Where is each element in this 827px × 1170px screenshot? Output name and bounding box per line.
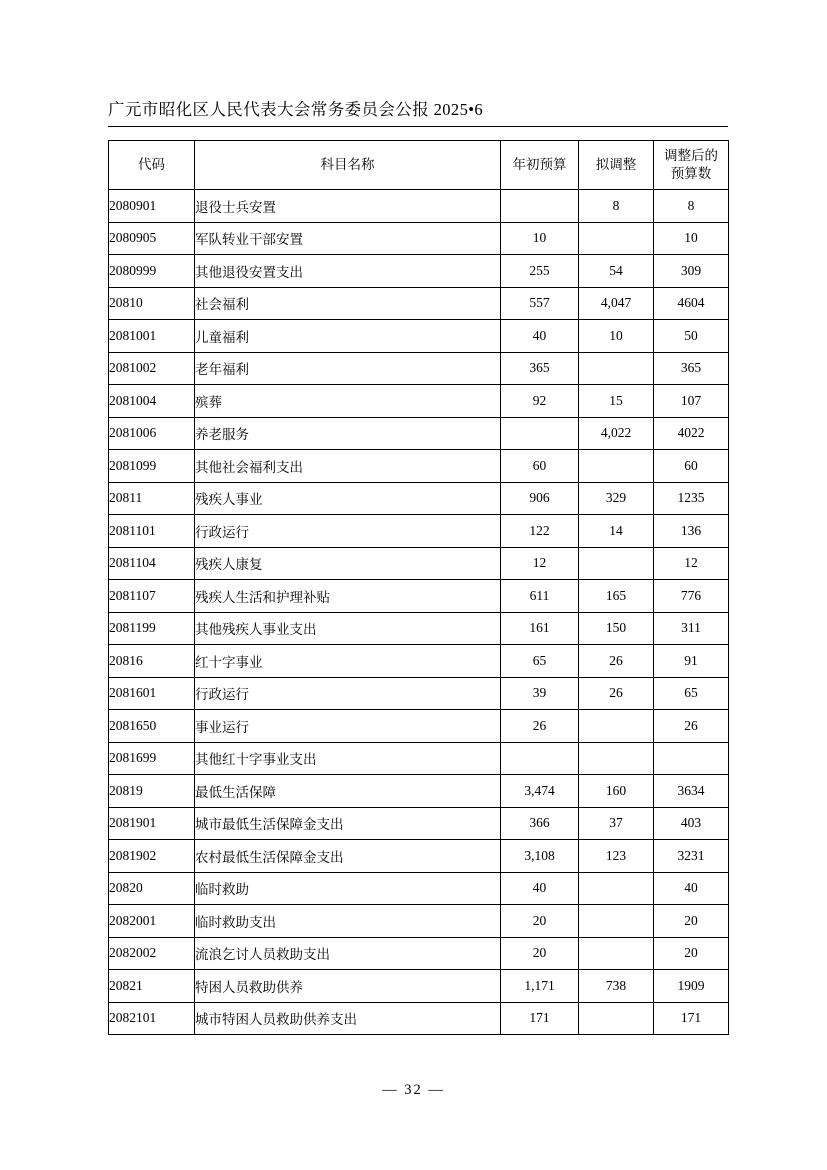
column-header-initial-budget: 年初预算 xyxy=(501,141,579,190)
cell-adjusted-budget: 60 xyxy=(654,450,729,483)
cell-initial-budget: 557 xyxy=(501,287,579,320)
cell-name: 退役士兵安置 xyxy=(195,190,501,223)
page-number: — 32 — xyxy=(382,1082,445,1098)
cell-initial-budget: 10 xyxy=(501,222,579,255)
cell-code: 2081002 xyxy=(109,352,195,385)
cell-initial-budget xyxy=(501,417,579,450)
table-row xyxy=(109,547,729,580)
table-row xyxy=(109,287,729,320)
cell-proposed-adjustment: 165 xyxy=(579,580,654,613)
cell-adjusted-budget: 776 xyxy=(654,580,729,613)
table-row xyxy=(109,515,729,548)
cell-code: 2080905 xyxy=(109,222,195,255)
cell-adjusted-budget xyxy=(654,742,729,775)
table-header-row xyxy=(109,141,729,190)
budget-table xyxy=(108,140,729,1035)
cell-proposed-adjustment: 15 xyxy=(579,385,654,418)
table-row xyxy=(109,222,729,255)
cell-name: 养老服务 xyxy=(195,417,501,450)
cell-adjusted-budget: 10 xyxy=(654,222,729,255)
header-divider xyxy=(108,126,728,127)
cell-adjusted-budget: 309 xyxy=(654,255,729,288)
table-body xyxy=(109,190,729,1035)
cell-proposed-adjustment xyxy=(579,710,654,743)
cell-initial-budget: 365 xyxy=(501,352,579,385)
table-row xyxy=(109,482,729,515)
table-row xyxy=(109,385,729,418)
cell-adjusted-budget: 3231 xyxy=(654,840,729,873)
cell-code: 2081099 xyxy=(109,450,195,483)
cell-adjusted-budget: 8 xyxy=(654,190,729,223)
table-row xyxy=(109,450,729,483)
table-row xyxy=(109,645,729,678)
cell-proposed-adjustment xyxy=(579,450,654,483)
cell-name: 临时救助 xyxy=(195,872,501,905)
cell-adjusted-budget: 136 xyxy=(654,515,729,548)
cell-code: 2081104 xyxy=(109,547,195,580)
cell-name: 其他退役安置支出 xyxy=(195,255,501,288)
cell-proposed-adjustment xyxy=(579,742,654,775)
cell-adjusted-budget: 50 xyxy=(654,320,729,353)
cell-code: 2081101 xyxy=(109,515,195,548)
cell-code: 2081004 xyxy=(109,385,195,418)
cell-adjusted-budget: 4604 xyxy=(654,287,729,320)
cell-initial-budget: 366 xyxy=(501,807,579,840)
cell-name: 其他社会福利支出 xyxy=(195,450,501,483)
cell-code: 2081006 xyxy=(109,417,195,450)
cell-code: 2081902 xyxy=(109,840,195,873)
cell-code: 20820 xyxy=(109,872,195,905)
cell-name: 老年福利 xyxy=(195,352,501,385)
cell-adjusted-budget: 311 xyxy=(654,612,729,645)
cell-proposed-adjustment: 8 xyxy=(579,190,654,223)
column-header-adjusted-budget-line1: 调整后的 xyxy=(664,148,718,164)
cell-proposed-adjustment: 738 xyxy=(579,970,654,1003)
cell-adjusted-budget: 20 xyxy=(654,937,729,970)
cell-name: 殡葬 xyxy=(195,385,501,418)
table-row xyxy=(109,840,729,873)
cell-proposed-adjustment: 26 xyxy=(579,645,654,678)
cell-name: 城市特困人员救助供养支出 xyxy=(195,1002,501,1035)
cell-proposed-adjustment: 54 xyxy=(579,255,654,288)
cell-name: 事业运行 xyxy=(195,710,501,743)
column-header-adjusted-budget-line2: 预算数 xyxy=(670,166,712,181)
cell-name: 城市最低生活保障金支出 xyxy=(195,807,501,840)
cell-initial-budget: 122 xyxy=(501,515,579,548)
cell-code: 2081650 xyxy=(109,710,195,743)
table-row xyxy=(109,970,729,1003)
cell-proposed-adjustment: 160 xyxy=(579,775,654,808)
cell-initial-budget xyxy=(501,190,579,223)
cell-proposed-adjustment xyxy=(579,937,654,970)
cell-code: 2081199 xyxy=(109,612,195,645)
cell-proposed-adjustment: 14 xyxy=(579,515,654,548)
cell-proposed-adjustment: 10 xyxy=(579,320,654,353)
cell-code: 2082002 xyxy=(109,937,195,970)
cell-initial-budget: 65 xyxy=(501,645,579,678)
cell-proposed-adjustment: 37 xyxy=(579,807,654,840)
cell-initial-budget: 40 xyxy=(501,320,579,353)
cell-adjusted-budget: 12 xyxy=(654,547,729,580)
cell-initial-budget: 40 xyxy=(501,872,579,905)
cell-proposed-adjustment: 4,022 xyxy=(579,417,654,450)
cell-proposed-adjustment: 329 xyxy=(579,482,654,515)
table-row xyxy=(109,255,729,288)
column-header-code: 代码 xyxy=(109,141,195,190)
cell-proposed-adjustment xyxy=(579,905,654,938)
cell-adjusted-budget: 3634 xyxy=(654,775,729,808)
cell-name: 最低生活保障 xyxy=(195,775,501,808)
cell-code: 2080901 xyxy=(109,190,195,223)
cell-initial-budget: 39 xyxy=(501,677,579,710)
cell-proposed-adjustment: 4,047 xyxy=(579,287,654,320)
cell-proposed-adjustment xyxy=(579,1002,654,1035)
cell-name: 红十字事业 xyxy=(195,645,501,678)
cell-adjusted-budget: 1909 xyxy=(654,970,729,1003)
cell-proposed-adjustment xyxy=(579,872,654,905)
page-footer xyxy=(0,1082,827,1099)
cell-name: 儿童福利 xyxy=(195,320,501,353)
cell-code: 20811 xyxy=(109,482,195,515)
cell-proposed-adjustment: 123 xyxy=(579,840,654,873)
cell-proposed-adjustment: 26 xyxy=(579,677,654,710)
cell-name: 流浪乞讨人员救助支出 xyxy=(195,937,501,970)
table-row xyxy=(109,775,729,808)
cell-adjusted-budget: 4022 xyxy=(654,417,729,450)
cell-adjusted-budget: 91 xyxy=(654,645,729,678)
table-row xyxy=(109,937,729,970)
cell-adjusted-budget: 26 xyxy=(654,710,729,743)
cell-code: 2081001 xyxy=(109,320,195,353)
cell-adjusted-budget: 65 xyxy=(654,677,729,710)
cell-initial-budget: 26 xyxy=(501,710,579,743)
cell-initial-budget: 1,171 xyxy=(501,970,579,1003)
cell-proposed-adjustment xyxy=(579,547,654,580)
cell-adjusted-budget: 40 xyxy=(654,872,729,905)
cell-initial-budget: 12 xyxy=(501,547,579,580)
cell-adjusted-budget: 1235 xyxy=(654,482,729,515)
cell-proposed-adjustment xyxy=(579,352,654,385)
cell-initial-budget: 3,108 xyxy=(501,840,579,873)
table-row xyxy=(109,807,729,840)
cell-initial-budget: 906 xyxy=(501,482,579,515)
cell-name: 军队转业干部安置 xyxy=(195,222,501,255)
table-row xyxy=(109,190,729,223)
table-row xyxy=(109,710,729,743)
cell-initial-budget: 171 xyxy=(501,1002,579,1035)
cell-initial-budget: 161 xyxy=(501,612,579,645)
cell-code: 20810 xyxy=(109,287,195,320)
cell-name: 农村最低生活保障金支出 xyxy=(195,840,501,873)
cell-code: 2082001 xyxy=(109,905,195,938)
cell-code: 20821 xyxy=(109,970,195,1003)
cell-initial-budget: 255 xyxy=(501,255,579,288)
cell-proposed-adjustment: 150 xyxy=(579,612,654,645)
cell-initial-budget: 92 xyxy=(501,385,579,418)
table-row xyxy=(109,1002,729,1035)
cell-name: 社会福利 xyxy=(195,287,501,320)
cell-name: 特困人员救助供养 xyxy=(195,970,501,1003)
cell-name: 其他红十字事业支出 xyxy=(195,742,501,775)
cell-initial-budget: 611 xyxy=(501,580,579,613)
cell-initial-budget: 3,474 xyxy=(501,775,579,808)
cell-adjusted-budget: 365 xyxy=(654,352,729,385)
table-row xyxy=(109,872,729,905)
cell-initial-budget: 60 xyxy=(501,450,579,483)
cell-proposed-adjustment xyxy=(579,222,654,255)
cell-code: 2082101 xyxy=(109,1002,195,1035)
cell-code: 20819 xyxy=(109,775,195,808)
cell-name: 残疾人康复 xyxy=(195,547,501,580)
cell-code: 2081601 xyxy=(109,677,195,710)
cell-name: 其他残疾人事业支出 xyxy=(195,612,501,645)
cell-initial-budget xyxy=(501,742,579,775)
cell-name: 临时救助支出 xyxy=(195,905,501,938)
cell-code: 2081699 xyxy=(109,742,195,775)
cell-adjusted-budget: 403 xyxy=(654,807,729,840)
table-row xyxy=(109,612,729,645)
cell-adjusted-budget: 171 xyxy=(654,1002,729,1035)
page-header: 广元市昭化区人民代表大会常务委员会公报 2025•6 xyxy=(108,100,484,119)
cell-initial-budget: 20 xyxy=(501,905,579,938)
cell-code: 2080999 xyxy=(109,255,195,288)
cell-name: 残疾人生活和护理补贴 xyxy=(195,580,501,613)
budget-table-container xyxy=(108,140,728,1035)
table-row xyxy=(109,677,729,710)
table-row xyxy=(109,352,729,385)
table-row xyxy=(109,417,729,450)
table-row xyxy=(109,905,729,938)
cell-code: 20816 xyxy=(109,645,195,678)
cell-code: 2081901 xyxy=(109,807,195,840)
table-row xyxy=(109,580,729,613)
column-header-name: 科目名称 xyxy=(195,141,501,190)
cell-adjusted-budget: 107 xyxy=(654,385,729,418)
table-row xyxy=(109,320,729,353)
column-header-adjusted-budget xyxy=(654,141,729,190)
cell-name: 残疾人事业 xyxy=(195,482,501,515)
cell-name: 行政运行 xyxy=(195,677,501,710)
cell-code: 2081107 xyxy=(109,580,195,613)
cell-name: 行政运行 xyxy=(195,515,501,548)
column-header-proposed-adjustment: 拟调整 xyxy=(579,141,654,190)
cell-adjusted-budget: 20 xyxy=(654,905,729,938)
table-row xyxy=(109,742,729,775)
cell-initial-budget: 20 xyxy=(501,937,579,970)
